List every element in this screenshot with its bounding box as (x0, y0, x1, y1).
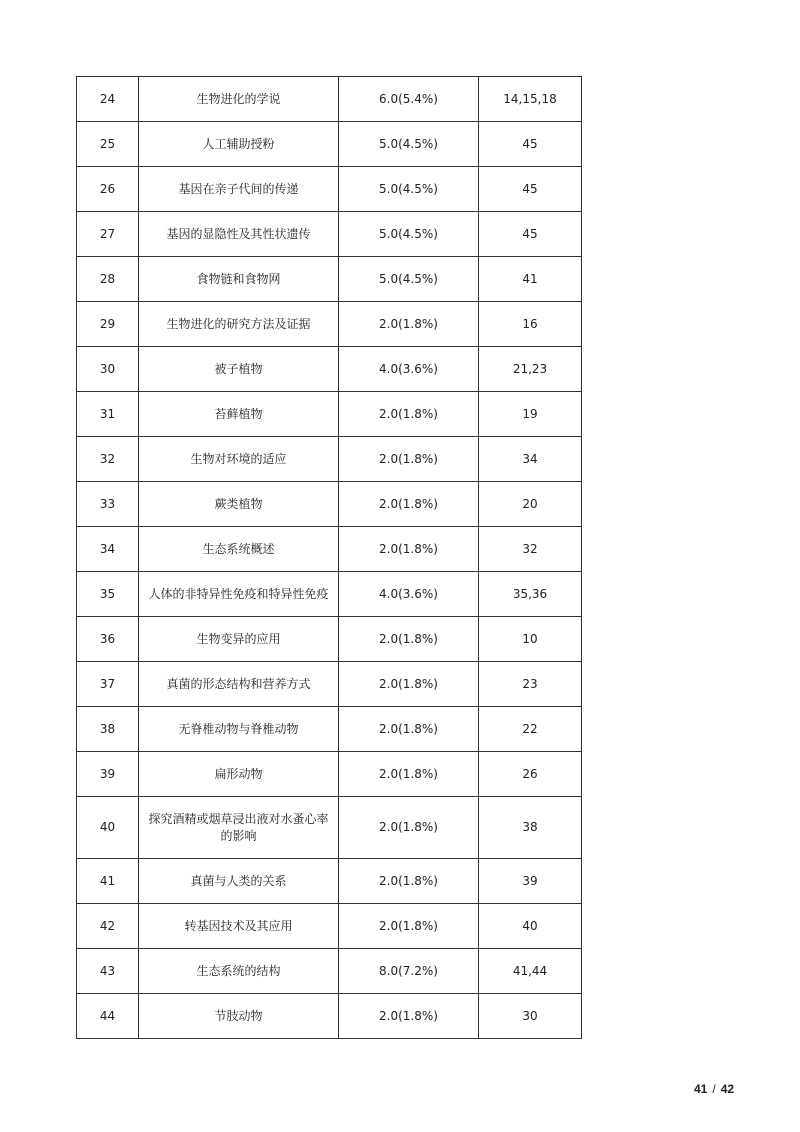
table-row (77, 707, 582, 752)
row-number-cell: 42 (77, 904, 139, 949)
row-number-cell: 26 (77, 167, 139, 212)
table-row (77, 859, 582, 904)
question-numbers-cell: 23 (479, 662, 582, 707)
score-cell: 6.0(5.4%) (339, 77, 479, 122)
question-numbers-cell: 21,23 (479, 347, 582, 392)
question-numbers-cell: 45 (479, 167, 582, 212)
question-numbers-cell: 41 (479, 257, 582, 302)
page-separator: / (712, 1082, 716, 1096)
row-number-cell: 44 (77, 994, 139, 1039)
score-cell: 2.0(1.8%) (339, 392, 479, 437)
row-number-cell: 28 (77, 257, 139, 302)
score-cell: 2.0(1.8%) (339, 302, 479, 347)
table-row (77, 482, 582, 527)
question-numbers-cell: 40 (479, 904, 582, 949)
topic-cell: 节肢动物 (139, 994, 339, 1039)
table-row (77, 347, 582, 392)
table-row (77, 527, 582, 572)
table-row (77, 437, 582, 482)
question-numbers-cell: 14,15,18 (479, 77, 582, 122)
table-row (77, 257, 582, 302)
topic-cell: 生态系统的结构 (139, 949, 339, 994)
row-number-cell: 29 (77, 302, 139, 347)
row-number-cell: 30 (77, 347, 139, 392)
table-row (77, 994, 582, 1039)
topic-cell: 扁形动物 (139, 752, 339, 797)
table-row (77, 77, 582, 122)
topic-cell: 基因在亲子代间的传递 (139, 167, 339, 212)
score-cell: 5.0(4.5%) (339, 167, 479, 212)
total-page-count: 42 (720, 1082, 735, 1096)
question-numbers-cell: 16 (479, 302, 582, 347)
topic-cell: 人体的非特异性免疫和特异性免疫 (139, 572, 339, 617)
topic-cell: 真菌与人类的关系 (139, 859, 339, 904)
question-numbers-cell: 19 (479, 392, 582, 437)
table-row (77, 167, 582, 212)
question-numbers-cell: 38 (479, 797, 582, 859)
topic-cell: 基因的显隐性及其性状遗传 (139, 212, 339, 257)
score-cell: 2.0(1.8%) (339, 859, 479, 904)
row-number-cell: 31 (77, 392, 139, 437)
topic-cell: 真菌的形态结构和营养方式 (139, 662, 339, 707)
question-numbers-cell: 10 (479, 617, 582, 662)
row-number-cell: 25 (77, 122, 139, 167)
score-cell: 2.0(1.8%) (339, 707, 479, 752)
topic-cell: 生物进化的研究方法及证据 (139, 302, 339, 347)
score-cell: 2.0(1.8%) (339, 617, 479, 662)
topic-cell: 生物变异的应用 (139, 617, 339, 662)
topic-cell: 生态系统概述 (139, 527, 339, 572)
score-cell: 8.0(7.2%) (339, 949, 479, 994)
score-cell: 2.0(1.8%) (339, 482, 479, 527)
score-cell: 2.0(1.8%) (339, 437, 479, 482)
topic-cell: 探究酒精或烟草浸出液对水蚤心率的影响 (139, 797, 339, 859)
score-cell: 2.0(1.8%) (339, 797, 479, 859)
table-row (77, 392, 582, 437)
score-cell: 5.0(4.5%) (339, 212, 479, 257)
row-number-cell: 37 (77, 662, 139, 707)
question-numbers-cell: 32 (479, 527, 582, 572)
topic-cell: 人工辅助授粉 (139, 122, 339, 167)
score-cell: 2.0(1.8%) (339, 662, 479, 707)
score-cell: 4.0(3.6%) (339, 572, 479, 617)
topic-cell: 食物链和食物网 (139, 257, 339, 302)
row-number-cell: 27 (77, 212, 139, 257)
topic-cell: 无脊椎动物与脊椎动物 (139, 707, 339, 752)
question-numbers-cell: 35,36 (479, 572, 582, 617)
row-number-cell: 36 (77, 617, 139, 662)
topic-cell: 被子植物 (139, 347, 339, 392)
question-numbers-cell: 39 (479, 859, 582, 904)
row-number-cell: 24 (77, 77, 139, 122)
topic-cell: 转基因技术及其应用 (139, 904, 339, 949)
table-row (77, 797, 582, 859)
question-numbers-cell: 22 (479, 707, 582, 752)
question-numbers-cell: 20 (479, 482, 582, 527)
score-cell: 5.0(4.5%) (339, 257, 479, 302)
table-row (77, 904, 582, 949)
table-row (77, 949, 582, 994)
table-row (77, 662, 582, 707)
score-cell: 5.0(4.5%) (339, 122, 479, 167)
current-page-number: 41 (694, 1082, 708, 1096)
table-body (77, 77, 582, 1039)
knowledge-point-table (76, 76, 582, 1039)
page-number (694, 1082, 734, 1096)
topic-cell: 生物进化的学说 (139, 77, 339, 122)
row-number-cell: 39 (77, 752, 139, 797)
row-number-cell: 43 (77, 949, 139, 994)
score-cell: 2.0(1.8%) (339, 904, 479, 949)
row-number-cell: 38 (77, 707, 139, 752)
row-number-cell: 33 (77, 482, 139, 527)
topic-cell: 苔藓植物 (139, 392, 339, 437)
row-number-cell: 34 (77, 527, 139, 572)
question-numbers-cell: 45 (479, 212, 582, 257)
table-row (77, 752, 582, 797)
table-row (77, 617, 582, 662)
table-row (77, 212, 582, 257)
question-numbers-cell: 30 (479, 994, 582, 1039)
score-cell: 2.0(1.8%) (339, 752, 479, 797)
row-number-cell: 40 (77, 797, 139, 859)
row-number-cell: 32 (77, 437, 139, 482)
question-numbers-cell: 45 (479, 122, 582, 167)
question-numbers-cell: 34 (479, 437, 582, 482)
table-row (77, 572, 582, 617)
question-numbers-cell: 41,44 (479, 949, 582, 994)
table-row (77, 302, 582, 347)
score-cell: 2.0(1.8%) (339, 527, 479, 572)
topic-cell: 蕨类植物 (139, 482, 339, 527)
question-numbers-cell: 26 (479, 752, 582, 797)
score-cell: 2.0(1.8%) (339, 994, 479, 1039)
table-row (77, 122, 582, 167)
row-number-cell: 35 (77, 572, 139, 617)
row-number-cell: 41 (77, 859, 139, 904)
topic-cell: 生物对环境的适应 (139, 437, 339, 482)
score-cell: 4.0(3.6%) (339, 347, 479, 392)
